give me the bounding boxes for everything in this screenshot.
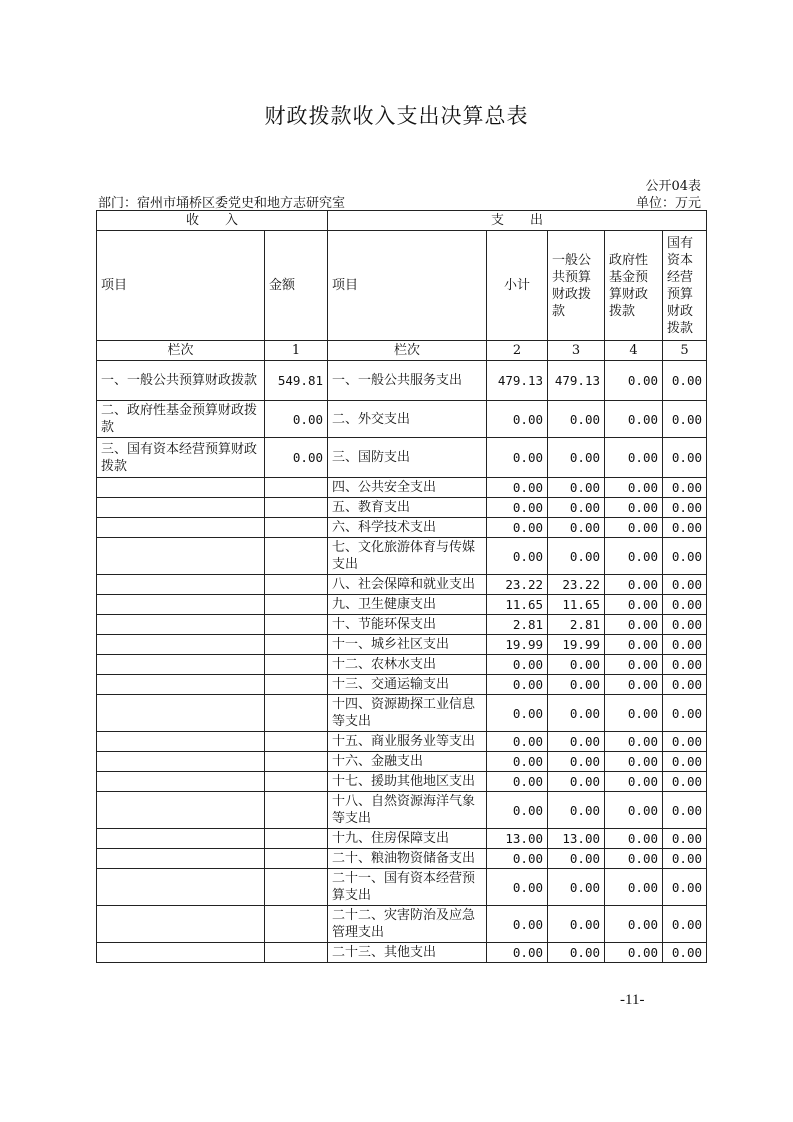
subtotal-cell: 13.00 (487, 829, 548, 849)
income-item-cell (97, 829, 265, 849)
unit-label: 单位：万元 (635, 196, 701, 211)
subtotal-cell: 0.00 (487, 518, 548, 538)
income-amount-cell (265, 829, 328, 849)
state-capital-cell: 0.00 (663, 595, 707, 615)
subtotal-cell: 0.00 (487, 772, 548, 792)
expense-item-cell: 二十一、国有资本经营预算支出 (328, 869, 487, 906)
expense-item-cell: 十二、农林水支出 (328, 655, 487, 675)
expense-item-cell: 三、国防支出 (328, 438, 487, 478)
state-capital-cell: 0.00 (663, 575, 707, 595)
state-capital-cell: 0.00 (663, 752, 707, 772)
general-budget-cell: 0.00 (548, 732, 605, 752)
state-capital-cell: 0.00 (663, 849, 707, 869)
fund-budget-cell: 0.00 (605, 752, 663, 772)
general-budget-cell: 479.13 (548, 361, 605, 401)
subtotal-cell: 0.00 (487, 538, 548, 575)
expense-item-cell: 十一、城乡社区支出 (328, 635, 487, 655)
subtotal-cell: 0.00 (487, 849, 548, 869)
subtotal-header: 小计 (487, 231, 548, 341)
income-amount-cell (265, 635, 328, 655)
income-item-cell (97, 752, 265, 772)
general-budget-cell: 0.00 (548, 849, 605, 869)
income-amount-header: 金额 (265, 231, 328, 341)
income-amount-cell (265, 792, 328, 829)
table-row (97, 478, 707, 498)
income-amount-cell (265, 655, 328, 675)
column-number: 3 (548, 341, 605, 361)
expense-item-cell: 八、社会保障和就业支出 (328, 575, 487, 595)
page-title: 财政拨款收入支出决算总表 (264, 104, 529, 128)
fund-budget-cell: 0.00 (605, 478, 663, 498)
state-capital-cell: 0.00 (663, 829, 707, 849)
table-row (97, 498, 707, 518)
expense-item-cell: 十、节能环保支出 (328, 615, 487, 635)
state-capital-cell: 0.00 (663, 401, 707, 438)
expense-item-cell: 十六、金融支出 (328, 752, 487, 772)
fund-budget-cell: 0.00 (605, 361, 663, 401)
state-capital-cell: 0.00 (663, 438, 707, 478)
expense-item-cell: 二十三、其他支出 (328, 943, 487, 963)
table-row (97, 635, 707, 655)
general-budget-cell: 23.22 (548, 575, 605, 595)
subtotal-cell: 2.81 (487, 615, 548, 635)
fund-budget-cell: 0.00 (605, 772, 663, 792)
income-item-cell (97, 538, 265, 575)
page-number: -11- (620, 992, 645, 1008)
table-row (97, 655, 707, 675)
income-amount-cell (265, 732, 328, 752)
income-item-cell (97, 675, 265, 695)
income-item-cell (97, 498, 265, 518)
fund-budget-cell: 0.00 (605, 401, 663, 438)
income-item-cell (97, 772, 265, 792)
fund-budget-cell: 0.00 (605, 906, 663, 943)
general-budget-cell: 0.00 (548, 752, 605, 772)
income-item-cell (97, 478, 265, 498)
table-row (97, 829, 707, 849)
department-label: 部门：宿州市埇桥区委党史和地方志研究室 (98, 196, 346, 211)
state-capital-cell: 0.00 (663, 906, 707, 943)
income-amount-cell (265, 615, 328, 635)
income-amount-cell (265, 595, 328, 615)
fund-budget-cell: 0.00 (605, 655, 663, 675)
table-row (97, 695, 707, 732)
subtotal-cell: 0.00 (487, 943, 548, 963)
fund-budget-cell: 0.00 (605, 538, 663, 575)
income-amount-cell (265, 869, 328, 906)
subtotal-cell: 0.00 (487, 732, 548, 752)
state-capital-cell: 0.00 (663, 635, 707, 655)
state-capital-cell: 0.00 (663, 943, 707, 963)
general-budget-cell: 0.00 (548, 943, 605, 963)
table-row (97, 438, 707, 478)
fund-budget-cell: 0.00 (605, 675, 663, 695)
state-capital-header: 国有资本经营预算财政拨款 (663, 231, 707, 341)
subtotal-cell: 0.00 (487, 401, 548, 438)
state-capital-cell: 0.00 (663, 361, 707, 401)
state-capital-cell: 0.00 (663, 675, 707, 695)
income-item-cell (97, 635, 265, 655)
expense-item-header: 项目 (328, 231, 487, 341)
income-item-cell (97, 792, 265, 829)
fund-budget-cell: 0.00 (605, 829, 663, 849)
fund-budget-cell: 0.00 (605, 695, 663, 732)
fund-budget-cell: 0.00 (605, 498, 663, 518)
general-budget-cell: 0.00 (548, 438, 605, 478)
income-amount-cell (265, 752, 328, 772)
general-budget-cell: 0.00 (548, 538, 605, 575)
income-amount-cell (265, 538, 328, 575)
subtotal-cell: 0.00 (487, 869, 548, 906)
income-amount-cell (265, 518, 328, 538)
income-item-cell (97, 906, 265, 943)
general-budget-cell: 0.00 (548, 478, 605, 498)
general-budget-cell: 0.00 (548, 695, 605, 732)
expense-item-cell: 五、教育支出 (328, 498, 487, 518)
fund-budget-cell: 0.00 (605, 732, 663, 752)
income-item-cell (97, 518, 265, 538)
subtotal-cell: 0.00 (487, 906, 548, 943)
subtotal-cell: 0.00 (487, 792, 548, 829)
general-budget-cell: 11.65 (548, 595, 605, 615)
general-budget-cell: 0.00 (548, 675, 605, 695)
state-capital-cell: 0.00 (663, 655, 707, 675)
fund-budget-cell: 0.00 (605, 943, 663, 963)
expense-item-cell: 九、卫生健康支出 (328, 595, 487, 615)
state-capital-cell: 0.00 (663, 615, 707, 635)
income-item-cell (97, 849, 265, 869)
expense-item-cell: 十八、自然资源海洋气象等支出 (328, 792, 487, 829)
state-capital-cell: 0.00 (663, 538, 707, 575)
state-capital-cell: 0.00 (663, 772, 707, 792)
table-row (97, 869, 707, 906)
expense-item-cell: 六、科学技术支出 (328, 518, 487, 538)
column-label: 栏次 (97, 341, 265, 361)
table-row (97, 361, 707, 401)
general-budget-cell: 2.81 (548, 615, 605, 635)
income-item-cell (97, 943, 265, 963)
income-item-header: 项目 (97, 231, 265, 341)
column-number: 2 (487, 341, 548, 361)
table-row (97, 401, 707, 438)
state-capital-cell: 0.00 (663, 518, 707, 538)
state-capital-cell: 0.00 (663, 695, 707, 732)
general-budget-cell: 0.00 (548, 792, 605, 829)
income-amount-cell (265, 498, 328, 518)
expense-item-cell: 七、文化旅游体育与传媒支出 (328, 538, 487, 575)
income-amount-cell (265, 695, 328, 732)
budget-summary-table (96, 210, 707, 963)
income-amount-cell (265, 943, 328, 963)
subtotal-cell: 0.00 (487, 438, 548, 478)
income-item-cell (97, 615, 265, 635)
income-item-cell: 三、国有资本经营预算财政拨款 (97, 438, 265, 478)
fund-budget-cell: 0.00 (605, 575, 663, 595)
state-capital-cell: 0.00 (663, 732, 707, 752)
income-amount-cell: 0.00 (265, 438, 328, 478)
income-amount-cell (265, 675, 328, 695)
column-number: 5 (663, 341, 707, 361)
general-budget-cell: 0.00 (548, 772, 605, 792)
expense-header: 支 出 (328, 211, 707, 231)
state-capital-cell: 0.00 (663, 792, 707, 829)
fund-budget-cell: 0.00 (605, 595, 663, 615)
table-row (97, 538, 707, 575)
state-capital-cell: 0.00 (663, 498, 707, 518)
subtotal-cell: 0.00 (487, 478, 548, 498)
table-row (97, 849, 707, 869)
table-row (97, 518, 707, 538)
table-row (97, 575, 707, 595)
subtotal-cell: 0.00 (487, 498, 548, 518)
table-row (97, 675, 707, 695)
subtotal-cell: 479.13 (487, 361, 548, 401)
general-budget-cell: 0.00 (548, 869, 605, 906)
income-amount-cell: 549.81 (265, 361, 328, 401)
expense-item-cell: 十七、援助其他地区支出 (328, 772, 487, 792)
expense-item-cell: 十三、交通运输支出 (328, 675, 487, 695)
income-item-cell (97, 869, 265, 906)
income-amount-cell (265, 849, 328, 869)
subtotal-cell: 0.00 (487, 752, 548, 772)
subtotal-cell: 0.00 (487, 655, 548, 675)
income-amount-cell (265, 906, 328, 943)
state-capital-cell: 0.00 (663, 869, 707, 906)
subtotal-cell: 19.99 (487, 635, 548, 655)
income-item-cell (97, 655, 265, 675)
expense-item-cell: 二十二、灾害防治及应急管理支出 (328, 906, 487, 943)
state-capital-cell: 0.00 (663, 478, 707, 498)
income-amount-cell (265, 575, 328, 595)
income-header: 收 入 (97, 211, 328, 231)
table-row (97, 752, 707, 772)
fund-budget-cell: 0.00 (605, 635, 663, 655)
expense-item-cell: 一、一般公共服务支出 (328, 361, 487, 401)
income-amount-cell (265, 478, 328, 498)
general-budget-cell: 0.00 (548, 906, 605, 943)
table-row (97, 595, 707, 615)
general-budget-cell: 0.00 (548, 401, 605, 438)
column-label: 栏次 (328, 341, 487, 361)
general-budget-cell: 0.00 (548, 518, 605, 538)
table-row (97, 906, 707, 943)
fund-budget-header: 政府性基金预算财政拨款 (605, 231, 663, 341)
income-item-cell (97, 595, 265, 615)
column-number: 1 (265, 341, 328, 361)
expense-item-cell: 十四、资源勘探工业信息等支出 (328, 695, 487, 732)
form-number: 公开04表 (645, 179, 701, 194)
fund-budget-cell: 0.00 (605, 438, 663, 478)
subtotal-cell: 0.00 (487, 695, 548, 732)
fund-budget-cell: 0.00 (605, 792, 663, 829)
subtotal-cell: 23.22 (487, 575, 548, 595)
income-item-cell (97, 575, 265, 595)
table-row (97, 943, 707, 963)
general-budget-cell: 13.00 (548, 829, 605, 849)
table-row (97, 792, 707, 829)
fund-budget-cell: 0.00 (605, 869, 663, 906)
column-number: 4 (605, 341, 663, 361)
general-budget-header: 一般公共预算财政拨款 (548, 231, 605, 341)
fund-budget-cell: 0.00 (605, 615, 663, 635)
expense-item-cell: 十五、商业服务业等支出 (328, 732, 487, 752)
expense-item-cell: 四、公共安全支出 (328, 478, 487, 498)
expense-item-cell: 十九、住房保障支出 (328, 829, 487, 849)
expense-item-cell: 二十、粮油物资储备支出 (328, 849, 487, 869)
table-row (97, 732, 707, 752)
income-item-cell: 二、政府性基金预算财政拨款 (97, 401, 265, 438)
expense-item-cell: 二、外交支出 (328, 401, 487, 438)
subtotal-cell: 11.65 (487, 595, 548, 615)
general-budget-cell: 0.00 (548, 655, 605, 675)
general-budget-cell: 19.99 (548, 635, 605, 655)
subtotal-cell: 0.00 (487, 675, 548, 695)
income-amount-cell: 0.00 (265, 401, 328, 438)
income-amount-cell (265, 772, 328, 792)
income-item-cell (97, 695, 265, 732)
fund-budget-cell: 0.00 (605, 518, 663, 538)
income-item-cell: 一、一般公共预算财政拨款 (97, 361, 265, 401)
income-item-cell (97, 732, 265, 752)
general-budget-cell: 0.00 (548, 498, 605, 518)
fund-budget-cell: 0.00 (605, 849, 663, 869)
table-row (97, 615, 707, 635)
table-row (97, 772, 707, 792)
